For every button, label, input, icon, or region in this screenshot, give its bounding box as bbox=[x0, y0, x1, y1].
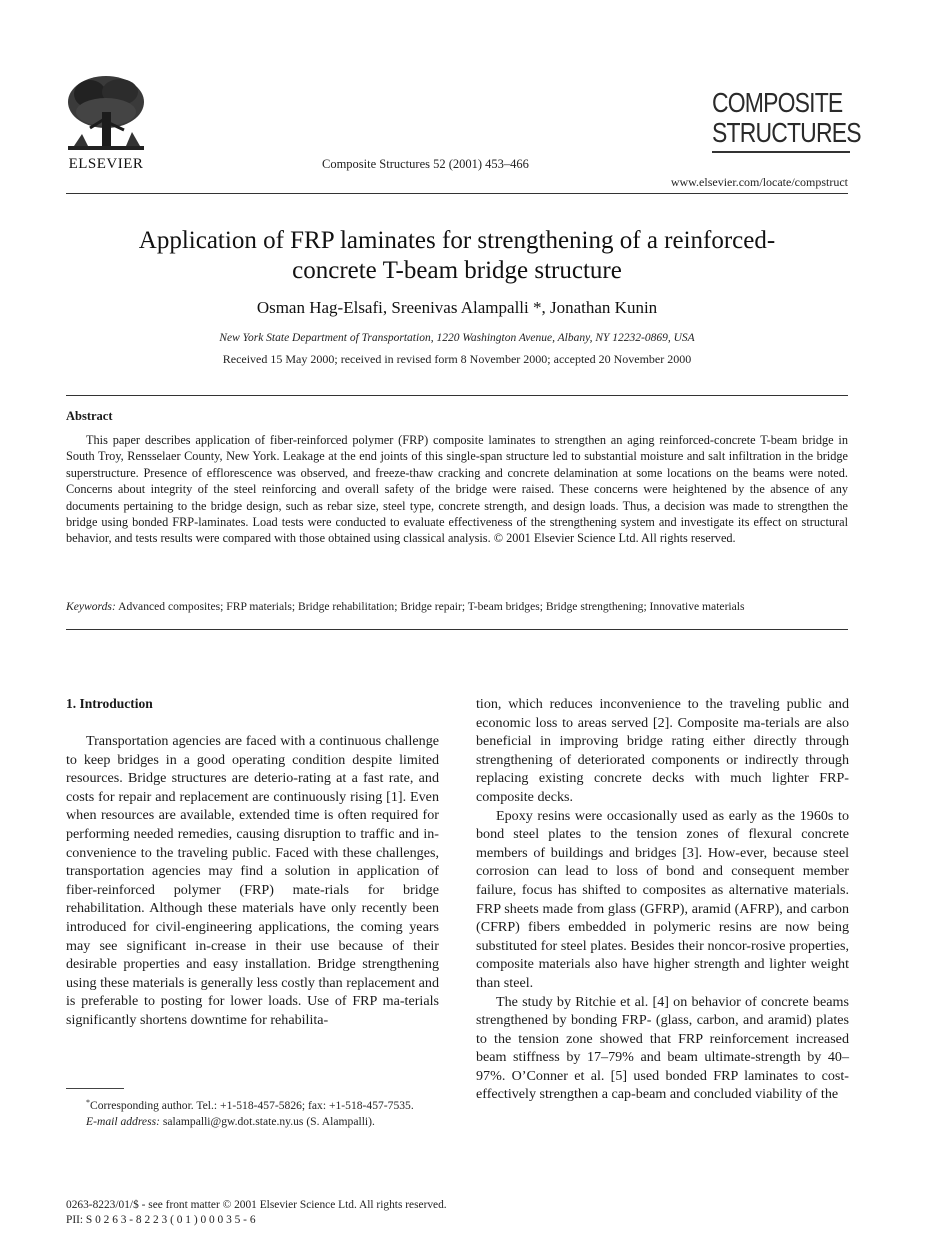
received-dates: Received 15 May 2000; received in revised form 8 November 2000; accepted 20 November 2000 bbox=[222, 352, 692, 366]
email-label: E-mail address: bbox=[86, 1114, 160, 1128]
keywords bbox=[66, 600, 848, 613]
author-list: Osman Hag-Elsafi, Sreenivas Alampalli *, Jonathan Kunin bbox=[256, 298, 658, 317]
keywords-label: Keywords: bbox=[66, 600, 116, 613]
section-heading-introduction: 1. Introduction bbox=[66, 696, 153, 711]
journal-reference: Composite Structures 52 (2001) 453–466 bbox=[322, 157, 529, 171]
article-title-line2: concrete T-beam bridge structure bbox=[292, 257, 622, 284]
issn-line: 0263-8223/01/$ - see front matter © 2001 Elsevier Science Ltd. All rights reserved. bbox=[66, 1199, 447, 1211]
article-title-line1: Application of FRP laminates for strengthening of a reinforced- bbox=[138, 227, 776, 254]
footnote-rule bbox=[66, 1088, 124, 1089]
intro-paragraph-2: Epoxy resins were occasionally used as early as the 1960s to bond steel plates to the tension zones of flexural concrete members of buildings and bridges [3]. How-ever, because steel corrosion can lead to loss of bond and consequent member failure, focus has shifted to composites as alternative materials. FRP sheets made from glass (GFRP), aramid (AFRP), and carbon (CFRP) fibers embedded in polymeric resins are now being substituted for steel plates. Besides their noncor-rosive properties, composite materials also have higher strength and lighter weight than steel. bbox=[476, 807, 849, 991]
author-affiliation: New York State Department of Transportation, 1220 Washington Avenue, Albany, NY 12232-0869, USA bbox=[219, 332, 695, 344]
journal-logo-line1: COMPOSITE bbox=[712, 87, 843, 118]
abstract-heading: Abstract bbox=[66, 409, 113, 423]
right-column bbox=[476, 695, 849, 1104]
abstract-top-rule bbox=[66, 395, 848, 396]
elsevier-logo bbox=[60, 72, 152, 172]
footnote-email-line bbox=[66, 1114, 439, 1130]
intro-paragraph-3: The study by Ritchie et al. [4] on behavior of concrete beams strengthened by bonding FRP- (glass, carbon, and aramid) plates to the tension zone showed that FRP reinforcement increased beam stiffness by 17–79% and beam ultimate-strength by 40–97%. O’Conner et al. [5] used bonded FRP laminates to cost-effectively strengthen a cap-beam and concluded viability of the bbox=[476, 993, 849, 1103]
email-address[interactable]: salampalli@gw.dot.state.ny.us (S. Alampalli). bbox=[162, 1114, 375, 1128]
elsevier-tree-icon bbox=[60, 72, 152, 156]
intro-paragraph-continued: tion, which reduces inconvenience to the traveling public and economic loss to areas served [2]. Composite ma-terials are also beneficial in improving bridge rating either directly through strengthening of deteriorated components or indirectly through replacing existing concrete decks with much lighter FRP-composite decks. bbox=[476, 696, 849, 805]
intro-paragraph-1: Transportation agencies are faced with a continuous challenge to keep bridges in a good operating condition despite limited resources. Bridge structures are deterio-rating at a fast rate, and costs for repair and replacement are continuously rising [1]. Even when resources are available, extended time is often required for performing needed remedies, causing disruption to traffic and in-convenience to the traveling public. Faced with these challenges, transportation agencies may find a solution in application of fiber-reinforced polymer (FRP) mate-rials for bridge rehabilitation. Although these materials have only recently been introduced for civil-engineering applications, the coming years may see significant in-crease in their use because of their desirable properties and easy installation. Bridge strengthening using these materials is generally less costly than replacement and is preferable to posting for lower loads. Use of FRP ma-terials significantly shortens downtime for rehabilita- bbox=[66, 733, 439, 1028]
journal-logo bbox=[712, 87, 861, 148]
footnote-text: Corresponding author. Tel.: +1-518-457-5826; fax: +1-518-457-7535. bbox=[90, 1099, 414, 1112]
article-title bbox=[66, 226, 848, 286]
journal-logo-line2: STRUCTURES bbox=[712, 117, 861, 148]
corresponding-author-footnote bbox=[66, 1095, 439, 1129]
footnote-mark: * bbox=[86, 1098, 90, 1107]
header-divider bbox=[66, 193, 848, 194]
abstract-text: This paper describes application of fiber-reinforced polymer (FRP) composite laminates to strengthen an aging reinforced-concrete T-beam bridge in South Troy, Rensselaer County, New York. Leakage at the end joints of this single-span structure led to substantial moisture and salt infiltration in the bridge superstructure. Presence of efflorescence was observed, and freeze-thaw cracking and concrete delamination at some locations on the beams were noted. Concerns about integrity of the steel reinforcing and overall safety of the bridge were raised. These concerns were heightened by the absence of any documents pertaining to the bridge design, such as rebar size, steel type, concrete strength, and design loads. Thus, a decision was made to strengthen the bridge using bonded FRP-laminates. Load tests were conducted to evaluate effectiveness of the strengthening system and investigate its effect on structural behavior, and tests results were compared with those obtained using classical analysis. © 2001 Elsevier Science Ltd. All rights reserved. bbox=[66, 433, 848, 546]
keywords-list: Advanced composites; FRP materials; Bridge rehabilitation; Bridge repair; T-beam bridges; Bridge strengthening; Innovative materials bbox=[118, 600, 745, 613]
journal-url[interactable]: www.elsevier.com/locate/compstruct bbox=[670, 175, 848, 189]
publisher-name: ELSEVIER bbox=[68, 156, 144, 172]
front-matter-footer bbox=[66, 1198, 447, 1228]
pii-line: PII: S 0 2 6 3 - 8 2 2 3 ( 0 1 ) 0 0 0 3 5 - 6 bbox=[66, 1214, 256, 1226]
journal-logo-rule bbox=[712, 151, 850, 153]
abstract-bottom-rule bbox=[66, 629, 848, 630]
left-column bbox=[66, 732, 439, 1030]
footnote-contact bbox=[66, 1095, 439, 1114]
